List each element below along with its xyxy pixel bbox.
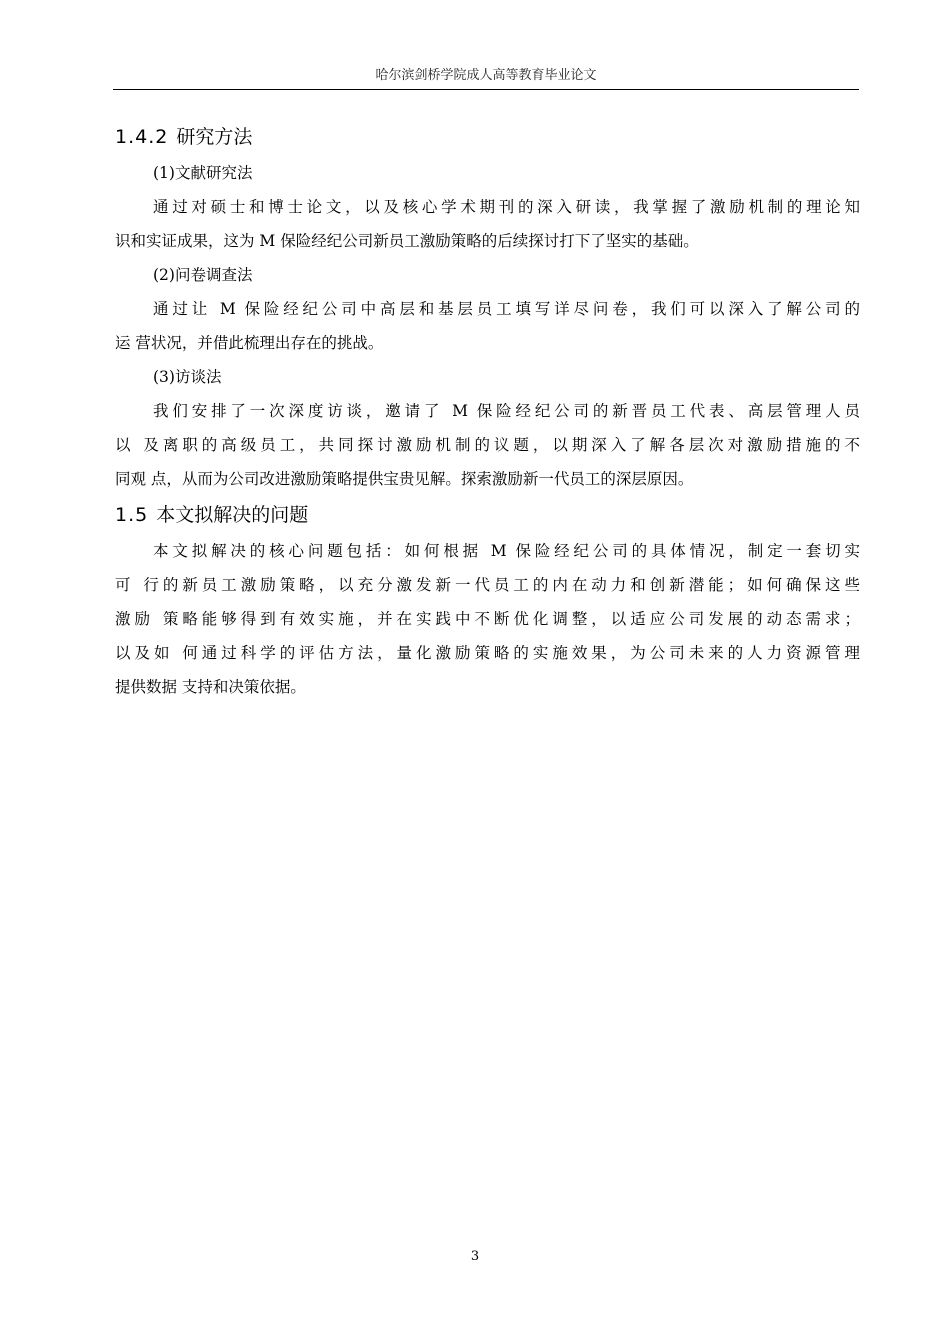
paragraph-line: 以及如 何通过科学的评估方法，量化激励策略的实施效果，为公司未来的人力资源管理 xyxy=(115,644,860,662)
paragraph-problems xyxy=(115,534,860,704)
section-heading-1-4-2 xyxy=(115,118,860,156)
page-number: 3 xyxy=(470,1249,480,1264)
paragraph-line: 同观 点，从而为公司改进激励策略提供宝贵见解。探索激励新一代员工的深层原因。 xyxy=(115,470,694,488)
section-title: 研究方法 xyxy=(176,126,253,148)
section-number: 1.4.2 xyxy=(115,126,169,148)
paragraph-interview xyxy=(115,394,860,496)
section-heading-1-5 xyxy=(115,496,860,534)
section-title: 本文拟解决的问题 xyxy=(156,504,309,526)
header-title: 哈尔滨剑桥学院成人高等教育毕业论文 xyxy=(375,68,597,83)
section-number: 1.5 xyxy=(115,504,149,526)
page-header xyxy=(113,67,859,90)
paragraph-questionnaire xyxy=(115,292,860,360)
paragraph-line: 我们安排了一次深度访谈，邀请了 M 保险经纪公司的新晋员工代表、高层管理人员 xyxy=(153,402,860,420)
method-label-interview: (3)访谈法 xyxy=(153,368,222,386)
paragraph-line: 识和实证成果，这为 M 保险经纪公司新员工激励策略的后续探讨打下了坚实的基础。 xyxy=(115,232,699,250)
paragraph-line: 运 营状况，并借此梳理出存在的挑战。 xyxy=(115,334,384,352)
paragraph-line: 激励 策略能够得到有效实施，并在实践中不断优化调整，以适应公司发展的动态需求； xyxy=(115,610,860,628)
paragraph-line: 通过对硕士和博士论文，以及核心学术期刊的深入研读，我掌握了激励机制的理论知 xyxy=(153,198,860,216)
paragraph-line: 可 行的新员工激励策略，以充分激发新一代员工的内在动力和创新潜能；如何确保这些 xyxy=(115,576,860,594)
document-body xyxy=(115,118,860,704)
paragraph-line: 以 及离职的高级员工，共同探讨激励机制的议题，以期深入了解各层次对激励措施的不 xyxy=(115,436,860,454)
paragraph-literature xyxy=(115,190,860,258)
paragraph-line: 通过让 M 保险经纪公司中高层和基层员工填写详尽问卷，我们可以深入了解公司的 xyxy=(153,300,860,318)
method-label-literature: (1)文献研究法 xyxy=(153,164,253,182)
paragraph-line: 提供数据 支持和决策依据。 xyxy=(115,678,306,696)
paragraph-line: 本文拟解决的核心问题包括：如何根据 M 保险经纪公司的具体情况，制定一套切实 xyxy=(153,542,860,560)
method-label-questionnaire: (2)问卷调查法 xyxy=(153,266,253,284)
